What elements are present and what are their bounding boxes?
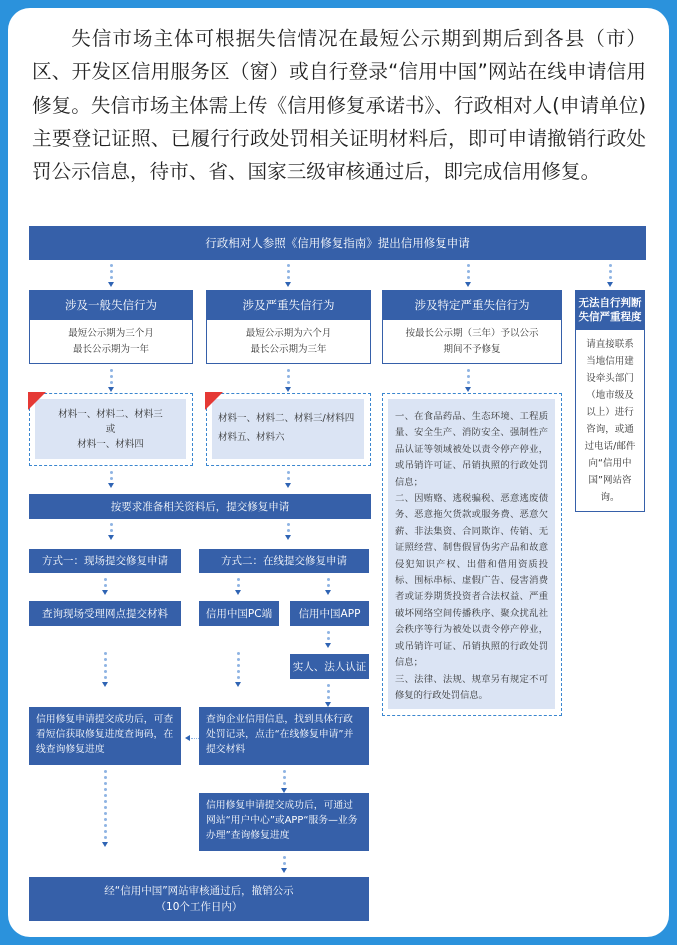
- special-list-frame: [382, 393, 562, 716]
- online-query: 查询企业信用信息，找到具体行政处罚记录，点击“在线修复申请”并提交材料: [199, 707, 369, 765]
- arrow-19: [282, 770, 286, 793]
- general-min-period: 最短公示期为三个月: [68, 327, 154, 339]
- left-arrow-icon: [185, 735, 190, 741]
- submit-bar: 按要求准备相关资料后，提交修复申请: [29, 494, 371, 519]
- materials-general-line3: 材料一、材料四: [77, 438, 144, 450]
- unknown-severity-header: 无法自行判断失信严重程度: [575, 290, 645, 329]
- arrow-6: [286, 369, 290, 392]
- app-channel: 信用中国APP: [290, 601, 369, 626]
- materials-serious-frame: [206, 393, 371, 466]
- unknown-severity-body: [575, 329, 645, 512]
- special-no-repair: 期间不予修复: [443, 343, 501, 355]
- category-general-body: [29, 319, 193, 364]
- new-badge-icon: [205, 392, 223, 410]
- category-special-body: [382, 319, 562, 364]
- arrow-21: [282, 856, 286, 873]
- serious-min-period: 最短公示期为六个月: [245, 327, 332, 339]
- method-online: 方式二：在线提交修复申请: [199, 549, 369, 573]
- category-serious-body: [206, 319, 371, 364]
- arrow-11: [286, 523, 290, 540]
- materials-general-frame: [29, 393, 193, 466]
- materials-serious-line2: 材料五、材料六: [218, 432, 285, 443]
- top-banner: 行政相对人参照《信用修复指南》提出信用修复申请: [29, 226, 646, 260]
- category-serious-header: 涉及严重失信行为: [206, 290, 371, 319]
- special-period: 按最长公示期（三年）予以公示: [405, 327, 539, 339]
- arrow-3: [466, 264, 470, 287]
- materials-general: [35, 399, 186, 459]
- arrow-13: [236, 578, 240, 595]
- intro-paragraph: 失信市场主体可根据失信情况在最短公示期到期后到各县（市）区、开发区信用服务区（窗）或自行登录“信用中国”网站在线申请信用修复。失信市场主体需上传《信用修复承诺书》、行政相对人(申请单位)主要登记证照、已履行行政处罚相关证明材料后，即可申请撤销行政处罚公示信息，待市、省、国家三级审核通过后，即完成信用修复。: [32, 27, 646, 184]
- materials-serious-line1: 材料一、材料二、材料三/材料四: [218, 413, 355, 424]
- general-max-period: 最长公示期为一年: [72, 343, 149, 355]
- arrow-2: [286, 264, 290, 287]
- arrow-18: [326, 684, 330, 707]
- category-general-header: 涉及一般失信行为: [29, 290, 193, 319]
- onsite-success: 信用修复申请提交成功后，可查看短信获取修复进度查询码，在线查询修复进度: [29, 707, 181, 765]
- pc-channel: 信用中国PC端: [199, 601, 279, 626]
- materials-serious: [212, 399, 364, 459]
- arrow-14: [326, 578, 330, 595]
- arrow-7: [466, 369, 470, 392]
- onsite-step: 查询现场受理网点提交材料: [29, 601, 181, 626]
- final-step-line2: （10个工作日内）: [155, 901, 243, 913]
- arrow-4: [608, 264, 612, 287]
- final-step: [29, 877, 369, 921]
- arrow-16: [236, 652, 240, 687]
- arrow-8: [109, 471, 113, 488]
- category-special-header: 涉及特定严重失信行为: [382, 290, 562, 319]
- serious-max-period: 最长公示期为三年: [250, 343, 327, 355]
- method-onsite: 方式一：现场提交修复申请: [29, 549, 181, 573]
- arrow-20: [103, 770, 107, 847]
- unknown-severity-text: 请直接联系当地信用建设牵头部门（地市级及以上）进行咨询，或通过电话/邮件向“信用中国”网站咨询。: [584, 338, 636, 503]
- arrow-9: [286, 471, 290, 488]
- online-success: 信用修复申请提交成功后，可通过网站“用户中心”或APP“服务—业务办理”查询修复进度: [199, 793, 369, 851]
- identity-auth: 实人、法人认证: [290, 654, 369, 679]
- materials-general-line1: 材料一、材料二、材料三: [58, 408, 163, 420]
- arrow-12: [103, 578, 107, 595]
- arrow-1: [109, 264, 113, 287]
- arrow-17: [326, 631, 330, 648]
- materials-general-or: 或: [105, 423, 116, 435]
- arrow-10: [109, 523, 113, 540]
- arrow-5: [109, 369, 113, 392]
- arrow-15: [103, 652, 107, 687]
- final-step-line1: 经“信用中国”网站审核通过后，撤销公示: [104, 885, 294, 897]
- new-badge-icon: [28, 392, 46, 410]
- special-list: 一、在食品药品、生态环境、工程质量、安全生产、消防安全、强制性产品认证等领域被处以责令停产停业，或吊销许可证、吊销执照的行政处罚信息； 二、因贿赂、逃税骗税、恶意逃废债务、恶意拖欠货款或服务费、恶意欠薪、非法集资、合同欺诈、传销、无证照经营、制售假冒伪劣产品和故意侵犯知识产权、出借和借用资质投标、围标串标、虚假广告、侵害消费者或证券期货投资者合法权益、严重破坏网络空间传播秩序、聚众扰乱社会秩序等行为被处以责令停产停业，或吊销许可证、吊销执照的行政处罚信息； 三、法律、法规、规章另有规定不可修复的行政处罚信息。: [388, 399, 555, 709]
- connector-line: [191, 738, 199, 740]
